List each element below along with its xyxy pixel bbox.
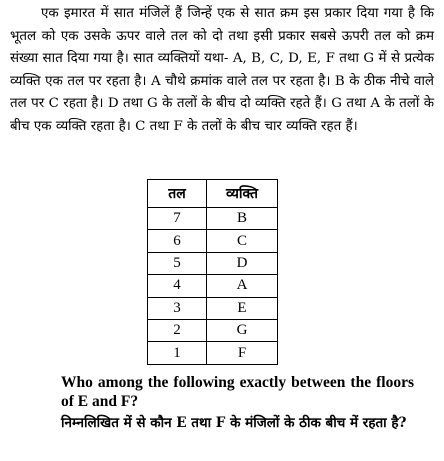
table-row bbox=[148, 275, 278, 297]
table-row bbox=[148, 252, 278, 274]
floor-cell: 2 bbox=[148, 319, 207, 341]
floor-cell: 6 bbox=[148, 230, 207, 252]
header-person: व्यक्ति bbox=[207, 180, 278, 208]
table-header-row bbox=[148, 180, 278, 208]
table-row bbox=[148, 297, 278, 319]
person-cell: C bbox=[207, 230, 278, 252]
floor-cell: 4 bbox=[148, 275, 207, 297]
person-cell: F bbox=[207, 342, 278, 364]
question-hindi: निम्नलिखित में से कौन E तथा F के मंजिलों के ठीक बीच में रहता है? bbox=[61, 415, 407, 431]
person-cell: A bbox=[207, 275, 278, 297]
person-cell: E bbox=[207, 297, 278, 319]
table-row bbox=[148, 208, 278, 230]
header-floor: तल bbox=[148, 180, 207, 208]
person-cell: D bbox=[207, 252, 278, 274]
floor-cell: 7 bbox=[148, 208, 207, 230]
table-row bbox=[148, 230, 278, 252]
floor-table-container bbox=[147, 179, 278, 365]
table-row bbox=[148, 342, 278, 364]
question-english: Who among the following exactly between the floors of E and F? bbox=[61, 374, 414, 410]
puzzle-paragraph: एक इमारत में सात मंजिलें हैं जिन्हें एक से सात क्रम इस प्रकार दिया गया है कि भूतल को एक उसके ऊपर वाले तल को दो तथा इसी प्रकार सबसे ऊपरी तल को क्रम संख्या सात दिया गया है। सात व्यक्तियों यथा- A, B, C, D, E, F तथा G में से प्रत्येक व्यक्ति एक तल पर रहता है। A चौथे क्रमांक वाले तल पर रहता है। B के ठीक नीचे वाले तल पर C रहता है। D तथा G के तलों के बीच दो व्यक्ति रहते हैं। G तथा A के तलों के बीच एक व्यक्ति रहता है। C तथा F के तलों के बीच चार व्यक्ति रहत हैं। bbox=[10, 6, 434, 134]
floor-cell: 5 bbox=[148, 252, 207, 274]
floor-cell: 1 bbox=[148, 342, 207, 364]
floor-person-table bbox=[147, 179, 278, 365]
person-cell: G bbox=[207, 319, 278, 341]
floor-cell: 3 bbox=[148, 297, 207, 319]
table-row bbox=[148, 319, 278, 341]
person-cell: B bbox=[207, 208, 278, 230]
